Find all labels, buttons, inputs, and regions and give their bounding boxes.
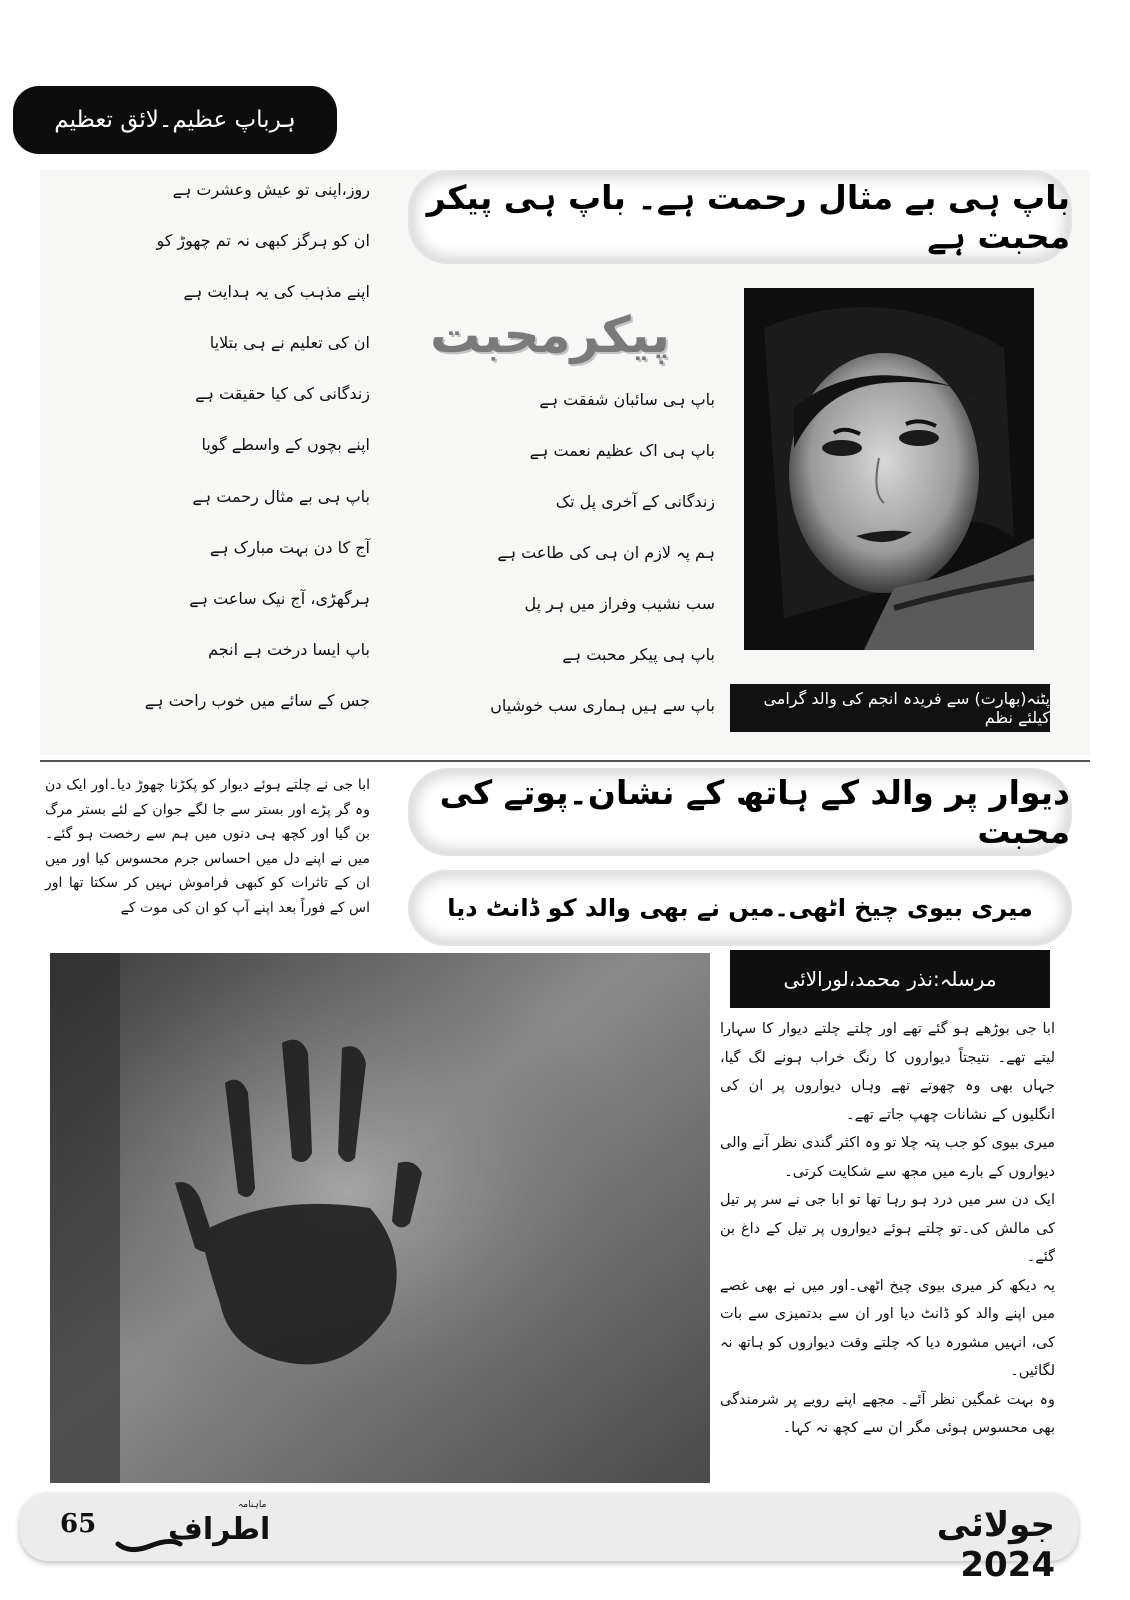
poem-line: ہرگھڑی، آج نیک ساعت ہے	[189, 588, 370, 608]
magazine-name: اطراف	[168, 1512, 271, 1547]
article2-body	[720, 1015, 1055, 1443]
handprint-photo	[50, 953, 710, 1483]
poem-line: جس کے سائے میں خوب راحت ہے	[144, 690, 370, 710]
poem-line: باپ ہی اک عظیم نعمت ہے	[529, 441, 715, 460]
poem-line: باپ ہی سائبان شفقت ہے	[539, 390, 715, 409]
poem-line: سب نشیب وفراز میں ہر پل	[524, 594, 715, 613]
page-number: 65	[60, 1509, 97, 1539]
poem-line: ان کی تعلیم نے ہی بتلایا	[209, 333, 370, 353]
poem-line: آج کا دن بہت مبارک ہے	[209, 537, 370, 557]
continued-text: ابا جی نے چلتے ہوئے دیوار کو پکڑنا چھوڑ دیا۔اور ایک دن وہ گر پڑے اور بستر سے جا لگے جوان کے لئے بستر مرگ بن گیا اور کچھ ہی دنوں میں ہم سے رخصت ہو گئے۔ میں نے اپنے دل میں احساس جرم محسوس کیا اور میں ان کے تاثرات کو کبھی فراموش نہیں کر سکتا تھا اور اس کے فوراً بعد اپنے آپ کو ان کی موت کے	[45, 777, 370, 916]
article-paragraph: وہ بہت غمگین نظر آئے۔ مجھے اپنے رویے پر شرمندگی بھی محسوس ہوئی مگر ان سے کچھ نہ کہا۔	[720, 1391, 1055, 1436]
article1-headline-text: باپ ہی بے مثال رحمت ہے۔ باپ ہی پیکر محبت ہے	[426, 178, 1070, 256]
magazine-small: ماہنامہ	[238, 1500, 267, 1510]
poem-mid-column	[490, 390, 715, 715]
issue-date: جولائی 2024	[936, 1505, 1055, 1585]
article1-credit	[730, 684, 1050, 732]
article2-headline-text: دیوار پر والد کے ہاتھ کے نشان۔پوتے کی محبت	[439, 773, 1070, 851]
section-tag-text: ہرباپ عظیم۔لائق تعظیم	[54, 107, 296, 133]
poem-line: باپ ہی بے مثال رحمت ہے	[192, 486, 370, 506]
poem-line: ہم پہ لازم ان ہی کی طاعت ہے	[497, 543, 715, 562]
article-paragraph: ایک دن سر میں درد ہو رہا تھا تو ابا جی نے سر پر تیل کی مالش کی۔تو چلتے ہوئے دیواروں پر تیل کے داغ بن گئے۔	[720, 1192, 1055, 1265]
article2-subheadline-text: میری بیوی چیخ اٹھی۔میں نے بھی والد کو ڈانٹ دیا	[447, 894, 1033, 922]
article2-headline	[410, 770, 1070, 854]
portrait-illustration	[744, 288, 1034, 650]
poem-line: روز،اپنی تو عیش وعشرت ہے	[172, 180, 370, 199]
article-paragraph: میری بیوی کو جب پتہ چلا تو وہ اکثر گندی نظر آنے والی دیواروں کے بارے میں مجھ سے شکایت کرتی۔	[720, 1135, 1055, 1180]
article-paragraph: یہ دیکھ کر میری بیوی چیخ اٹھی۔اور میں نے بھی غصے میں اپنے والد کو ڈانٹ دیا اور ان سے بدتمیزی سے بات کی، انہیں مشورہ دیا کہ چلتے وقت دیواروں کو ہاتھ نہ لگائیں۔	[720, 1277, 1055, 1379]
poem-line: باپ ہی پیکر محبت ہے	[562, 645, 715, 664]
article1-title: پیکرمحبت	[430, 306, 670, 364]
handprint-illustration	[50, 953, 710, 1483]
article1-credit-text: پٹنہ(بھارت) سے فریدہ انجم کی والد گرامی کیلئے نظم	[763, 689, 1050, 727]
poem-line: باپ ایسا درخت ہے انجم	[208, 639, 370, 659]
article-paragraph: ابا جی بوڑھے ہو گئے تھے اور چلتے چلتے دیوار کا سہارا لیتے تھے۔ نتیجتاً دیواروں کا رنگ خراب ہونے لگ گیا، جہاں بھی وہ چھوتے تھے وہاں دیواروں پر ان کی انگلیوں کے نشانات چھپ جاتے تھے۔	[720, 1021, 1055, 1123]
article2-subheadline	[410, 872, 1070, 944]
magazine-logo	[110, 1500, 285, 1556]
article1-headline	[410, 172, 1070, 262]
portrait-photo	[744, 288, 1034, 650]
poem-line: اپنے مذہب کی یہ ہدایت ہے	[183, 282, 370, 302]
article2-credit-text: مرسلہ:نذر محمد،لورالائی	[783, 967, 997, 991]
article2-credit	[730, 950, 1050, 1008]
section-divider	[40, 760, 1090, 762]
poem-line: زندگانی کے آخری پل تک	[555, 492, 715, 511]
poem-line: ان کو ہرگز کبھی نہ تم چھوڑ کو	[156, 231, 370, 251]
poem-line: اپنے بچوں کے واسطے گویا	[201, 435, 370, 455]
poem-line: باپ سے ہیں ہماری سب خوشیاں	[490, 696, 715, 715]
poem-left-column	[144, 180, 370, 710]
poem-line: زندگانی کی کیا حقیقت ہے	[195, 384, 370, 404]
section-tag	[13, 86, 337, 154]
